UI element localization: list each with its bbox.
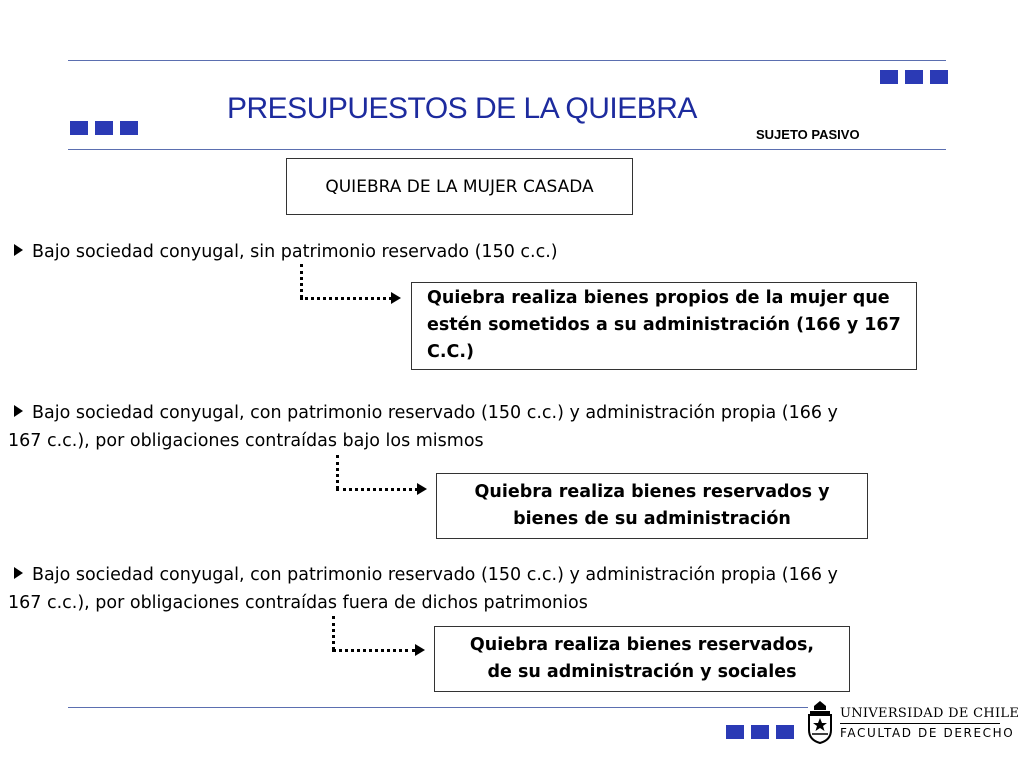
case-1-bullet xyxy=(14,238,558,266)
top-rule xyxy=(68,60,946,61)
case-2-text-line2: 167 c.c.), por obligaciones contraídas bajo los mismos xyxy=(8,431,484,451)
case-1-connector-vertical xyxy=(300,264,303,298)
case-2-result-line1: Quiebra realiza bienes reservados y xyxy=(474,482,830,502)
case-2-text-line1: Bajo sociedad conyugal, con patrimonio reservado (150 c.c.) y administración propia (166 y xyxy=(32,403,838,423)
bottom-rule xyxy=(68,707,808,708)
case-3-result-line1: Quiebra realiza bienes reservados, xyxy=(469,635,815,655)
arrow-bullet-icon xyxy=(14,567,23,579)
case-2-result-line2: bienes de su administración xyxy=(513,509,791,529)
case-2-bullet xyxy=(8,399,1008,455)
case-2-connector-vertical xyxy=(336,455,339,489)
case-3-bullet xyxy=(8,561,1008,617)
case-1-connector-horizontal xyxy=(300,297,392,300)
logo-line1: UNIVERSIDAD DE CHILE xyxy=(840,706,1020,721)
case-1-arrowhead-icon xyxy=(391,292,401,304)
case-1-result-box xyxy=(411,282,917,370)
arrow-bullet-icon xyxy=(14,405,23,417)
logo-line2: FACULTAD DE DERECHO xyxy=(840,726,1015,740)
case-2-connector-horizontal xyxy=(336,488,418,491)
title-rule xyxy=(68,149,946,150)
topic-box xyxy=(286,158,633,215)
university-logo xyxy=(806,700,1020,750)
case-3-text-line1: Bajo sociedad conyugal, con patrimonio reservado (150 c.c.) y administración propia (166 y xyxy=(32,565,838,585)
crest-icon xyxy=(806,700,834,744)
case-1-text: Bajo sociedad conyugal, sin patrimonio reservado (150 c.c.) xyxy=(32,242,558,262)
arrow-bullet-icon xyxy=(14,244,23,256)
case-3-arrowhead-icon xyxy=(415,644,425,656)
case-3-result-box xyxy=(434,626,850,692)
page-subtitle: SUJETO PASIVO xyxy=(756,127,860,142)
topic-label: QUIEBRA DE LA MUJER CASADA xyxy=(325,176,594,197)
page-title: PRESUPUESTOS DE LA QUIEBRA xyxy=(227,92,697,125)
case-3-result-line2: de su administración y sociales xyxy=(487,662,797,682)
case-1-result-text: Quiebra realiza bienes propios de la mujer que estén sometidos a su administración (166 y 167 C.C.) xyxy=(427,288,901,362)
case-3-text-line2: 167 c.c.), por obligaciones contraídas fuera de dichos patrimonios xyxy=(8,593,588,613)
case-2-result-box xyxy=(436,473,868,539)
case-3-connector-horizontal xyxy=(332,649,416,652)
case-3-connector-vertical xyxy=(332,616,335,650)
case-2-arrowhead-icon xyxy=(417,483,427,495)
